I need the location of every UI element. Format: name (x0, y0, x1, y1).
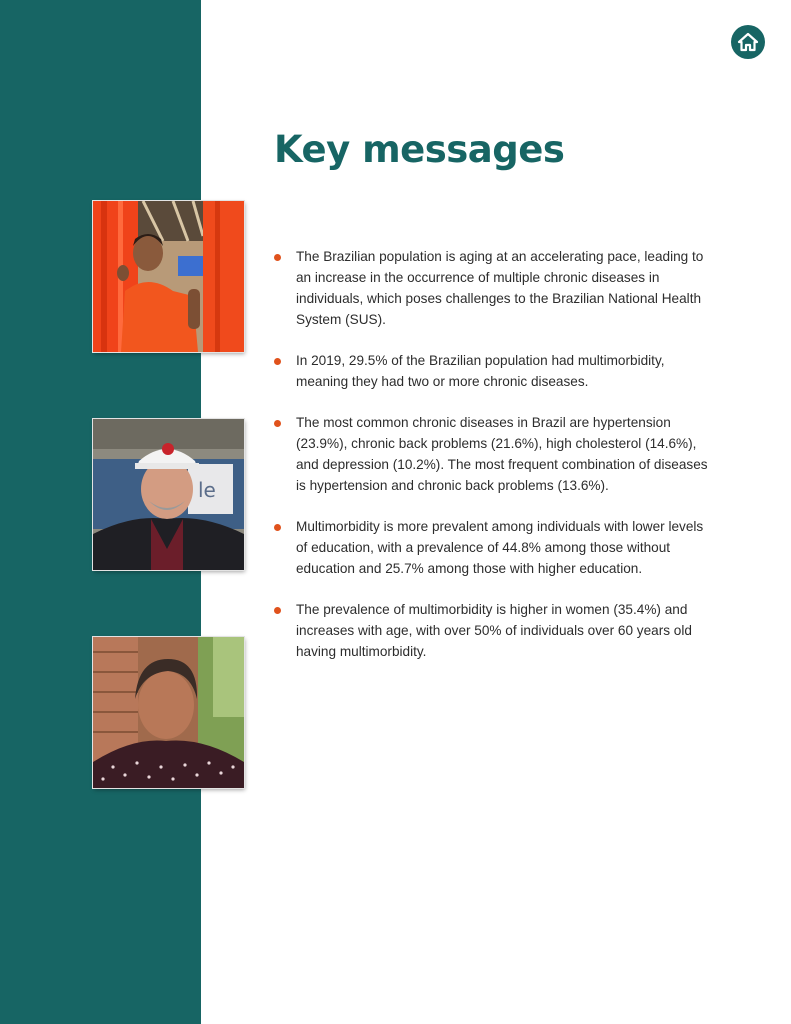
key-message-text: Multimorbidity is more prevalent among individuals with lower levels of education, with a prevalence of 44.8% among those without education and 25.7% among those with higher education. (296, 519, 704, 576)
home-icon (737, 32, 759, 52)
bullet-dot-icon (274, 254, 281, 261)
key-message-item (272, 412, 712, 496)
key-message-item (272, 599, 712, 662)
key-message-text: The most common chronic diseases in Brazil are hypertension (23.9%), chronic back problems (21.6%), high cholesterol (14.6%), and depression (10.2%). The most frequent combination of diseases is hypertension and chronic back problems (13.6%). (296, 415, 708, 493)
key-message-item (272, 350, 712, 392)
bullet-dot-icon (274, 358, 281, 365)
page-title: Key messages (274, 128, 565, 171)
key-message-item (272, 516, 712, 579)
bullet-dot-icon (274, 420, 281, 427)
photo-woman-orange-shirt (93, 201, 244, 352)
key-message-text: The Brazilian population is aging at an accelerating pace, leading to an increase in the occurrence of multiple chronic diseases in individuals, which poses challenges to the Brazilian National Health System (SUS). (296, 249, 704, 327)
key-message-item (272, 246, 712, 330)
key-message-text: The prevalence of multimorbidity is higher in women (35.4%) and increases with age, with over 50% of individuals over 60 years old having multimorbidity. (296, 602, 692, 659)
key-message-text: In 2019, 29.5% of the Brazilian population had multimorbidity, meaning they had two or more chronic diseases. (296, 353, 665, 389)
bullet-dot-icon (274, 607, 281, 614)
photo-man-white-cap (93, 419, 244, 570)
key-messages-list (272, 246, 712, 682)
photo-elderly-woman (93, 637, 244, 788)
home-button[interactable] (731, 25, 765, 59)
bullet-dot-icon (274, 524, 281, 531)
svg-text:le: le (198, 478, 216, 502)
